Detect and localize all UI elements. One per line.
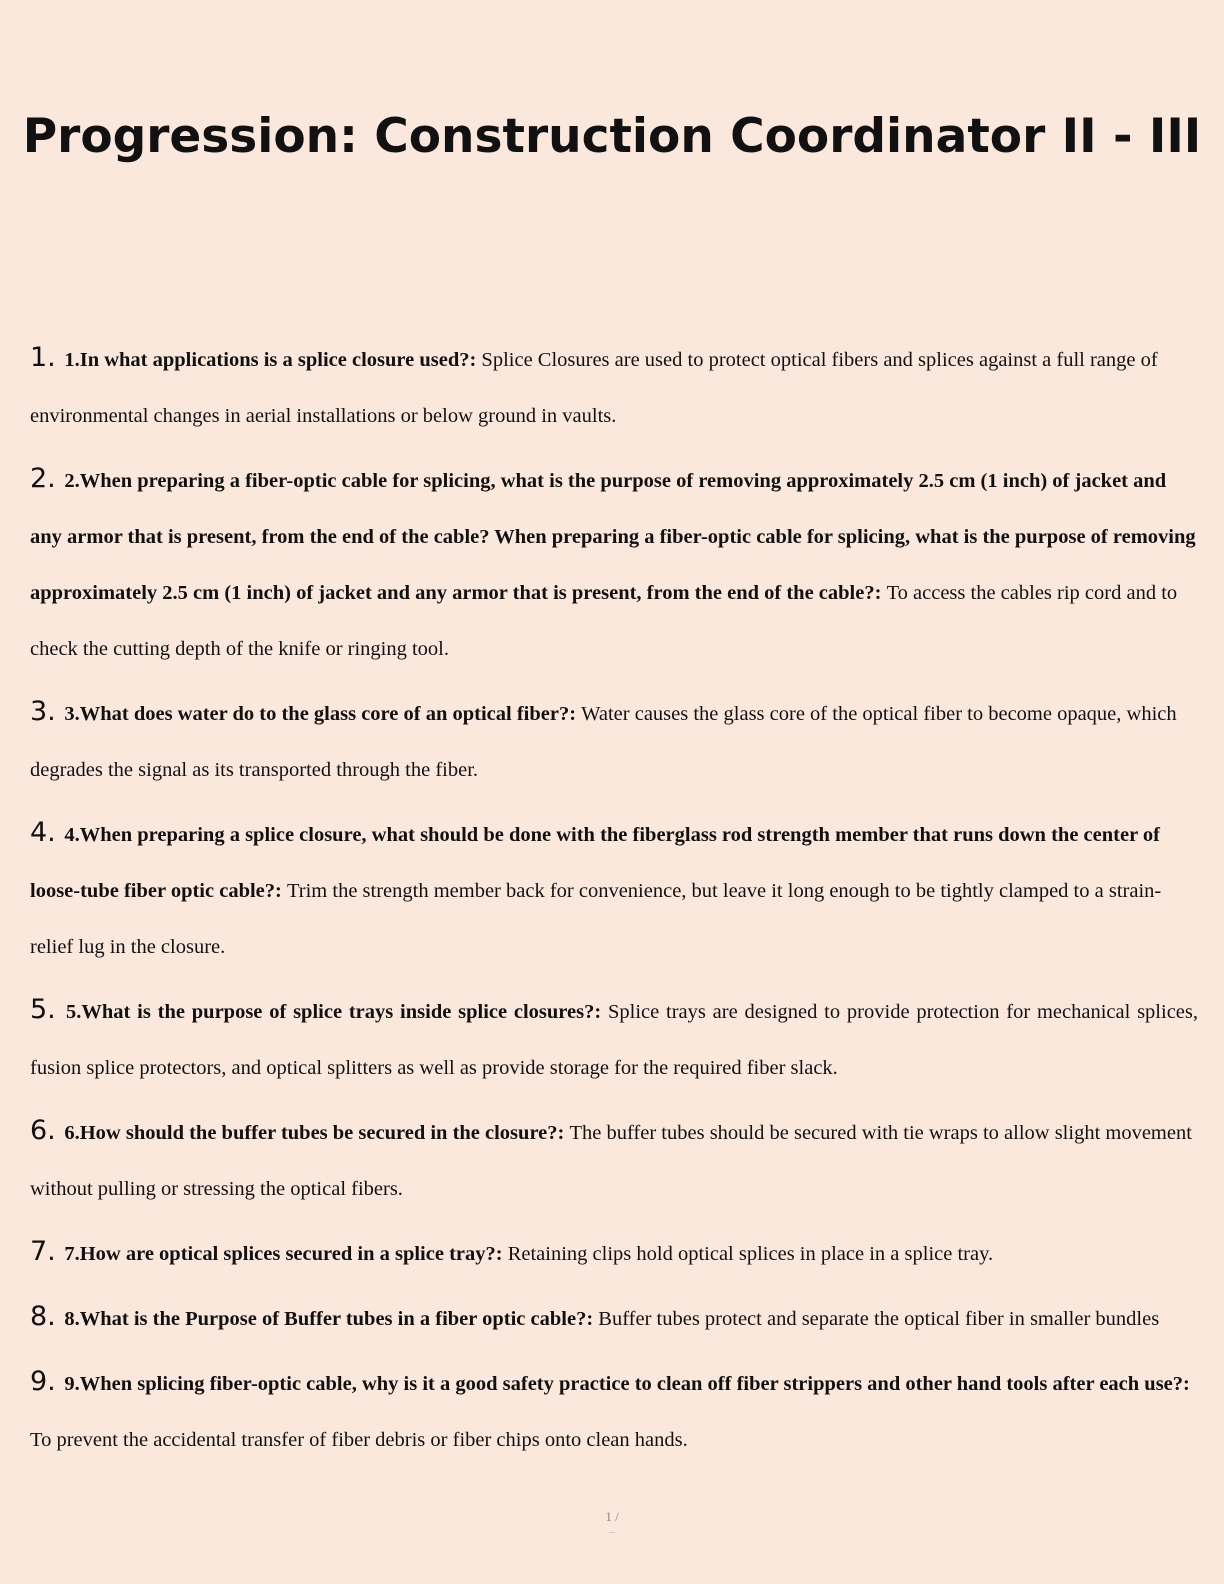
- question-text: 5.What is the purpose of splice trays inside splice closures?:: [66, 1001, 608, 1023]
- answer-text: Retaining clips hold optical splices in place in a splice tray.: [507, 1243, 994, 1265]
- item-number: 7.: [30, 1236, 65, 1267]
- list-item: [30, 805, 1198, 975]
- page-title: Progression: Construction Coordinator II - III: [22, 109, 1202, 164]
- question-text: 9.When splicing fiber-optic cable, why is it a good safety practice to clean off fiber strippers and other hand tools after each use?:: [64, 1373, 1190, 1395]
- question-text: 8.What is the Purpose of Buffer tubes in a fiber optic cable?:: [64, 1308, 599, 1330]
- question-list: [30, 330, 1198, 1475]
- item-number: 9.: [30, 1366, 65, 1397]
- question-text: 4.When preparing a splice closure, what should be done with the fiberglass rod strength member that runs down the center of loose-tube fiber optic cable?:: [30, 824, 1160, 902]
- list-item: [30, 1103, 1198, 1217]
- list-item: [30, 1354, 1198, 1468]
- page-total: ...: [608, 1525, 616, 1535]
- item-number: 2.: [30, 463, 65, 494]
- answer-text: To prevent the accidental transfer of fiber debris or fiber chips onto clean hands.: [30, 1429, 688, 1451]
- list-item: [30, 1289, 1198, 1347]
- answer-text: Splice Closures are used to protect optical fibers and splices against a full range of environmental changes in aerial installations or below ground in vaults.: [30, 349, 1158, 427]
- question-text: 2.When preparing a fiber-optic cable for splicing, what is the purpose of removing approximately 2.5 cm (1 inch) of jacket and any armor that is present, from the end of the cable? When preparing a fiber-optic cable for splicing, what is the purpose of removing approximately 2.5 cm (1 inch) of jacket and any armor that is present, from the end of the cable?:: [30, 470, 1196, 604]
- question-text: 6.How should the buffer tubes be secured in the closure?:: [64, 1122, 570, 1144]
- list-item: [30, 684, 1198, 798]
- answer-text: Trim the strength member back for convenience, but leave it long enough to be tightly clamped to a strain-relief lug in the closure.: [30, 880, 1162, 958]
- list-item: [30, 1224, 1198, 1282]
- answer-text: Water causes the glass core of the optical fiber to become opaque, which degrades the signal as its transported through the fiber.: [30, 703, 1177, 781]
- item-number: 4.: [30, 817, 65, 848]
- answer-text: Buffer tubes protect and separate the optical fiber in smaller bundles: [598, 1308, 1160, 1330]
- question-text: 3.What does water do to the glass core of an optical fiber?:: [64, 703, 582, 725]
- page-number: 1 /: [605, 1509, 619, 1524]
- list-item: [30, 982, 1198, 1096]
- question-text: 7.How are optical splices secured in a splice tray?:: [64, 1243, 508, 1265]
- item-number: 6.: [30, 1115, 65, 1146]
- item-number: 5.: [30, 994, 67, 1025]
- answer-text: Splice trays are designed to provide protection for mechanical splices, fusion splice protectors, and optical splitters as well as provide storage for the required fiber slack.: [30, 1001, 1199, 1079]
- question-text: 1.In what applications is a splice closure used?:: [64, 349, 482, 371]
- list-item: [30, 330, 1198, 444]
- item-number: 3.: [30, 696, 65, 727]
- answer-text: To access the cables rip cord and to check the cutting depth of the knife or ringing tool.: [30, 582, 1178, 660]
- item-number: 1.: [30, 342, 65, 373]
- item-number: 8.: [30, 1301, 65, 1332]
- list-item: [30, 451, 1198, 677]
- answer-text: The buffer tubes should be secured with tie wraps to allow slight movement without pulling or stressing the optical fibers.: [30, 1122, 1192, 1200]
